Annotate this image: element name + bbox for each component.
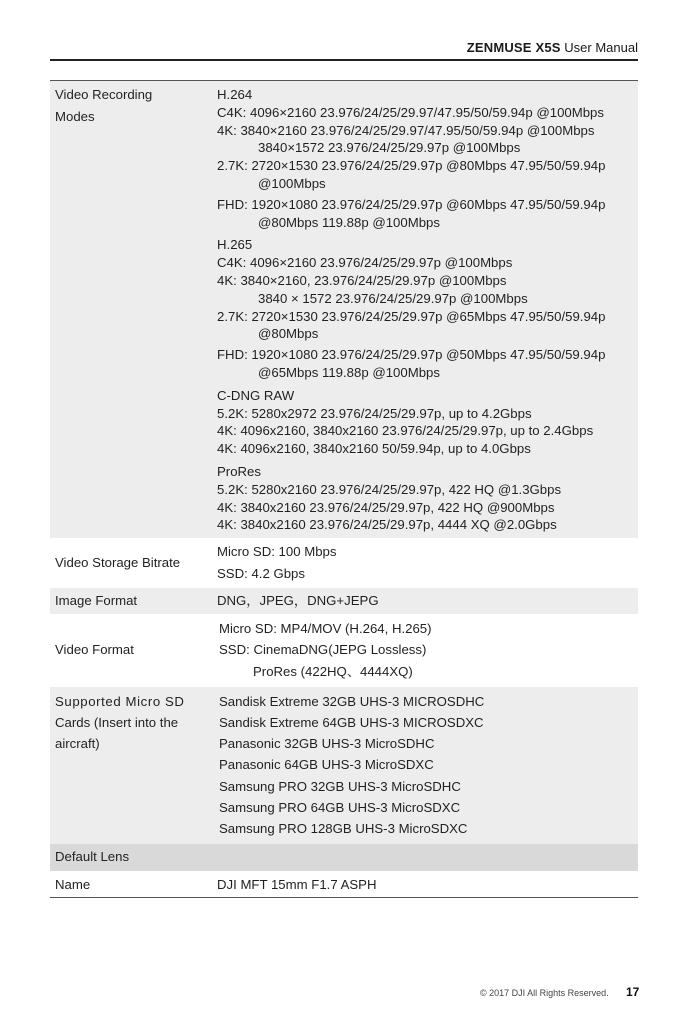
row-value: DJI MFT 15mm F1.7 ASPH bbox=[217, 876, 377, 892]
prores-line: 4K: 3840x2160 23.976/24/25/29.97p, 4444 XQ @2.0Gbps bbox=[217, 517, 557, 533]
h265-title: H.265 bbox=[217, 237, 253, 253]
value-line: SSD: 4.2 Gbps bbox=[217, 565, 305, 581]
value-line: Micro SD: MP4/MOV (H.264, H.265) bbox=[219, 620, 432, 636]
prores-line: 5.2K: 5280x2160 23.976/24/25/29.97p, 422 HQ @1.3Gbps bbox=[217, 481, 562, 497]
row-value bbox=[217, 614, 638, 687]
h264-27k-1: 2.7K: 2720×1530 23.976/24/25/29.97p @80Mbps 47.95/50/59.94p bbox=[217, 158, 606, 174]
section-default-lens bbox=[50, 844, 638, 871]
h264-c4k: C4K: 4096×2160 23.976/24/25/29.97/47.95/50/59.94p @100Mbps bbox=[217, 104, 604, 120]
row-image-format bbox=[50, 588, 638, 614]
value-line: ProRes (422HQ、4444XQ) bbox=[253, 664, 413, 680]
row-video-format bbox=[50, 614, 638, 687]
h265-27k-2: @80Mbps bbox=[258, 326, 319, 342]
value-line: SSD: CinemaDNG(JEPG Lossless) bbox=[219, 642, 427, 658]
row-value bbox=[217, 538, 638, 588]
prores-line: 4K: 3840x2160 23.976/24/25/29.97p, 422 HQ @900Mbps bbox=[217, 499, 555, 515]
row-video-recording-modes bbox=[50, 81, 638, 539]
page-header bbox=[467, 40, 638, 55]
page-number: 17 bbox=[626, 985, 640, 999]
list-item: Samsung PRO 64GB UHS-3 MicroSDXC bbox=[219, 799, 461, 815]
h264-4k-2: 3840×1572 23.976/24/25/29.97p @100Mbps bbox=[258, 140, 521, 156]
row-value bbox=[217, 81, 638, 539]
h264-27k-2: @100Mbps bbox=[258, 175, 326, 191]
row-supported-cards bbox=[50, 687, 638, 844]
cdng-title: C-DNG RAW bbox=[217, 387, 295, 403]
row-label: Name bbox=[55, 876, 91, 892]
list-item: Panasonic 64GB UHS-3 MicroSDXC bbox=[219, 757, 434, 773]
list-item: Samsung PRO 32GB UHS-3 MicroSDHC bbox=[219, 778, 461, 794]
label-line: Video Recording bbox=[55, 87, 153, 102]
footer-copyright: © 2017 DJI All Rights Reserved. bbox=[480, 988, 609, 998]
row-label: Video Format bbox=[55, 642, 134, 658]
header-rule bbox=[50, 59, 638, 61]
row-value bbox=[217, 687, 638, 844]
row-name bbox=[50, 871, 638, 898]
h265-c4k: C4K: 4096×2160 23.976/24/25/29.97p @100Mbps bbox=[217, 255, 513, 271]
label-line: Supported Micro SD bbox=[55, 693, 185, 709]
cdng-line: 4K: 4096x2160, 3840x2160 50/59.94p, up to 4.0Gbps bbox=[217, 441, 531, 457]
label-line: aircraft) bbox=[55, 735, 100, 751]
row-label bbox=[50, 81, 217, 539]
row-label bbox=[50, 687, 217, 844]
h264-title: H.264 bbox=[217, 87, 253, 102]
h265-4k-2: 3840 × 1572 23.976/24/25/29.97p @100Mbps bbox=[258, 290, 528, 306]
label-line: Modes bbox=[55, 108, 95, 124]
cdng-line: 4K: 4096x2160, 3840x2160 23.976/24/25/29.97p, up to 2.4Gbps bbox=[217, 423, 594, 439]
value-line: Micro SD: 100 Mbps bbox=[217, 544, 337, 560]
header-brand: ZENMUSE X5S bbox=[466, 40, 561, 55]
h265-fhd-2: @65Mbps 119.88p @100Mbps bbox=[258, 364, 440, 380]
spec-table bbox=[50, 80, 638, 898]
list-item: Panasonic 32GB UHS-3 MicroSDHC bbox=[219, 736, 435, 752]
h265-4k-1: 4K: 3840×2160, 23.976/24/25/29.97p @100Mbps bbox=[217, 272, 507, 288]
list-item: Sandisk Extreme 32GB UHS-3 MICROSDHC bbox=[219, 693, 485, 709]
h265-27k-1: 2.7K: 2720×1530 23.976/24/25/29.97p @65Mbps 47.95/50/59.94p bbox=[217, 308, 606, 324]
row-value: DNG，JPEG，DNG+JEPG bbox=[217, 588, 638, 614]
list-item: Samsung PRO 128GB UHS-3 MicroSDXC bbox=[219, 821, 468, 837]
cdng-line: 5.2K: 5280x2972 23.976/24/25/29.97p, up to 4.2Gbps bbox=[217, 405, 532, 421]
header-title: User Manual bbox=[564, 40, 638, 55]
h264-fhd-1: FHD: 1920×1080 23.976/24/25/29.97p @60Mbps 47.95/50/59.94p bbox=[217, 196, 606, 212]
h264-fhd-2: @80Mbps 119.88p @100Mbps bbox=[258, 214, 440, 230]
list-item: Sandisk Extreme 64GB UHS-3 MICROSDXC bbox=[219, 715, 484, 731]
section-title: Default Lens bbox=[50, 844, 638, 871]
h264-4k-1: 4K: 3840×2160 23.976/24/25/29.97/47.95/50/59.94p @100Mbps bbox=[217, 122, 595, 138]
row-label: Image Format bbox=[50, 588, 217, 614]
h265-fhd-1: FHD: 1920×1080 23.976/24/25/29.97p @50Mbps 47.95/50/59.94p bbox=[217, 347, 606, 363]
prores-title: ProRes bbox=[217, 463, 261, 479]
row-label: Video Storage Bitrate bbox=[55, 555, 181, 571]
label-line: Cards (Insert into the bbox=[55, 714, 179, 730]
row-video-storage-bitrate bbox=[50, 538, 638, 588]
